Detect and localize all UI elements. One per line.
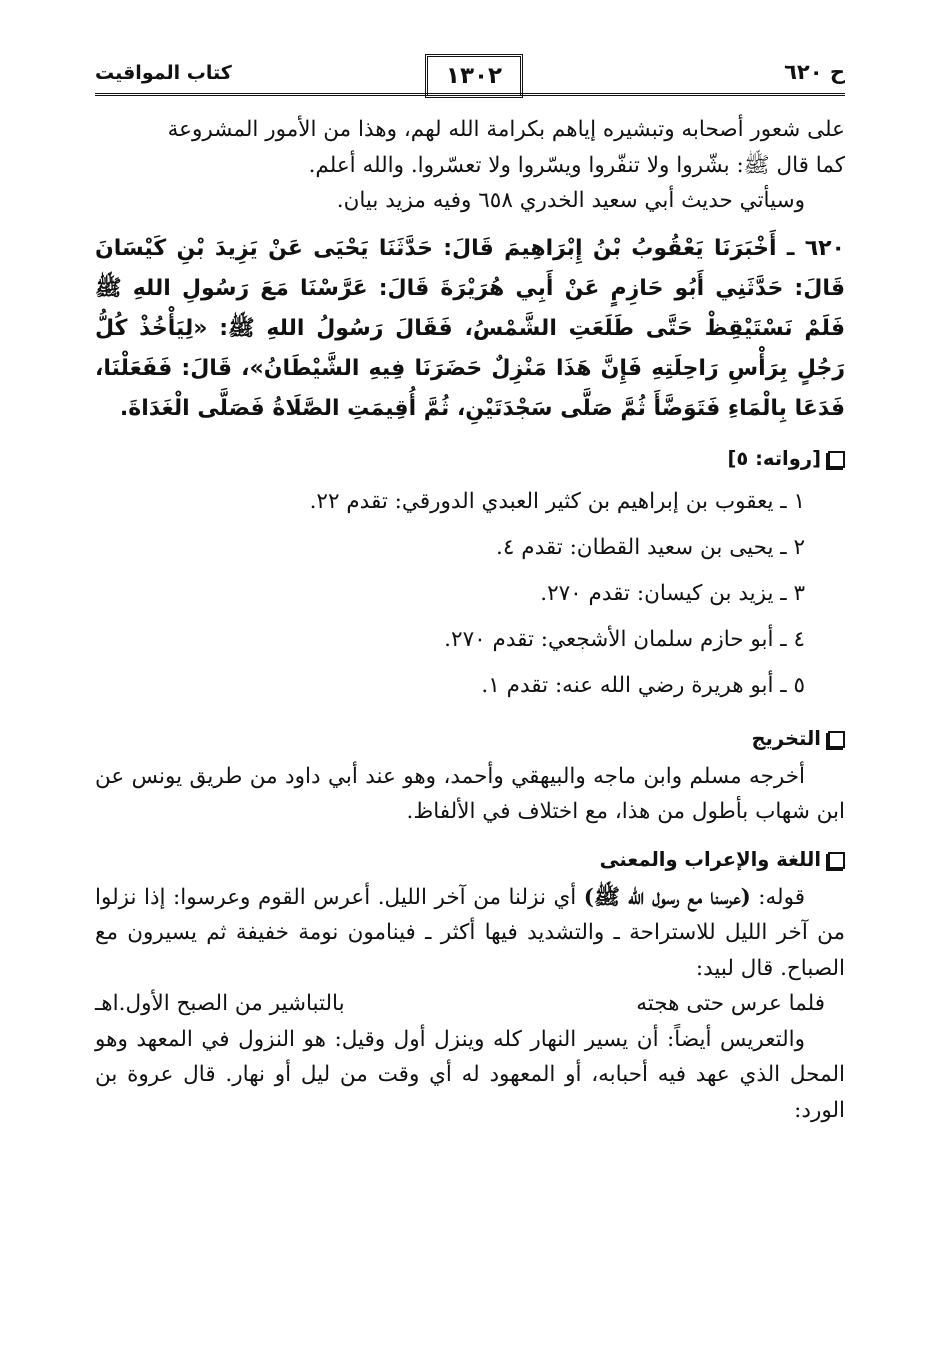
intro-paragraph	[95, 112, 845, 219]
intro-line-2: كما قال ﷺ: بشّروا ولا تنفّروا ويسّروا ولا تعسّروا. والله أعلم.	[308, 152, 845, 178]
language-body	[95, 880, 845, 1129]
narrators-heading-label: [رواته: ٥]	[727, 446, 821, 470]
intro-line-1: على شعور أصحابه وتبشيره إياهم بكرامة الله لهم، وهذا من الأمور المشروعة	[167, 117, 845, 142]
narrator-item: ٣ ـ يزيد بن كيسان: تقدم ٢٧٠.	[540, 580, 805, 606]
explanation-text: أي نزلنا من آخر الليل. أعرس القوم وعرسوا: إذا نزلوا من آخر الليل للاستراحة ـ والتشديد فيها أكثر ـ فينامون نومة خفيفة ثم يسيرون مع الصباح. قال لبيد:	[95, 884, 845, 981]
language-paragraph-1	[95, 880, 845, 987]
square-bullet-icon	[828, 731, 845, 748]
takhrij-body	[95, 759, 845, 830]
square-bullet-icon	[828, 852, 845, 869]
takhrij-text: أخرجه مسلم وابن ماجه والبيهقي وأحمد، وهو عند أبي داود من طريق يونس عن ابن شهاب بأطول من هذا، مع اختلاف في الألفاظ.	[95, 763, 845, 824]
volume-page-number: ح ٦٢٠	[784, 60, 845, 84]
poem-hemistich-2: بالتباشير من الصبح الأول.اهـ	[95, 991, 345, 1016]
takhrij-heading-label: التخريج	[751, 726, 821, 750]
language-heading	[95, 844, 845, 876]
takhrij-heading	[95, 723, 845, 755]
quoted-phrase: (عرسنا مع رسول الله ﷺ)	[583, 884, 751, 910]
narrator-item: ١ ـ يعقوب بن إبراهيم بن كثير العبدي الدورقي: تقدم ٢٢.	[309, 488, 805, 514]
language-paragraph-2: والتعريس أيضاً: أن يسير النهار كله وينزل أول وقيل: هو النزول في المعهد وهو المحل الذي عهد فيه أحبابه، أو المعهود له أي وقت من ليل أو نهار. قال عروة بن الورد:	[95, 1026, 845, 1123]
quote-lead: قوله:	[750, 884, 805, 910]
square-bullet-icon	[828, 451, 845, 468]
narrator-item: ٥ ـ أبو هريرة رضي الله عنه: تقدم ١.	[481, 672, 805, 698]
book-title: كتاب المواقيت	[95, 62, 232, 84]
page-header	[95, 56, 845, 96]
page-content	[95, 112, 845, 1128]
poem-hemistich-1: فلما عرس حتى هجته	[636, 991, 825, 1016]
hadith-number-box: ١٣٠٢	[425, 54, 523, 98]
narrator-item: ٢ ـ يحيى بن سعيد القطان: تقدم ٤.	[496, 534, 805, 560]
hadith-text: ٦٢٠ ـ أَخْبَرَنَا يَعْقُوبُ بْنُ إِبْرَاهِيمَ قَالَ: حَدَّثَنَا يَحْيَى عَنْ يَزِيدَ بْنِ كَيْسَانَ قَالَ: حَدَّثَنِي أَبُو حَازِمٍ عَنْ أَبِي هُرَيْرَةَ قَالَ: عَرَّسْنَا مَعَ رَسُولِ اللهِ ﷺ فَلَمْ نَسْتَيْقِظْ حَتَّى طَلَعَتِ الشَّمْسُ، فَقَالَ رَسُولُ اللهِ ﷺ: «لِيَأْخُذْ كُلُّ رَجُلٍ بِرَأْسِ رَاحِلَتِهِ فَإِنَّ هَذَا مَنْزِلٌ حَضَرَنَا فِيهِ الشَّيْطَانُ»، قَالَ: فَفَعَلْنَا، فَدَعَا بِالْمَاءِ فَتَوَضَّأَ ثُمَّ صَلَّى سَجْدَتَيْنِ، ثُمَّ أُقِيمَتِ الصَّلَاةُ فَصَلَّى الْغَدَاةَ.	[95, 235, 845, 421]
narrator-item: ٤ ـ أبو حازم سلمان الأشجعي: تقدم ٢٧٠.	[444, 626, 805, 652]
narrators-heading	[95, 443, 845, 475]
header-rule	[95, 93, 845, 96]
language-heading-label: اللغة والإعراب والمعنى	[599, 847, 821, 871]
poem-verse	[95, 986, 845, 1022]
narrators-list	[95, 479, 845, 709]
intro-line-3: وسيأتي حديث أبي سعيد الخدري ٦٥٨ وفيه مزيد بيان.	[336, 188, 805, 213]
